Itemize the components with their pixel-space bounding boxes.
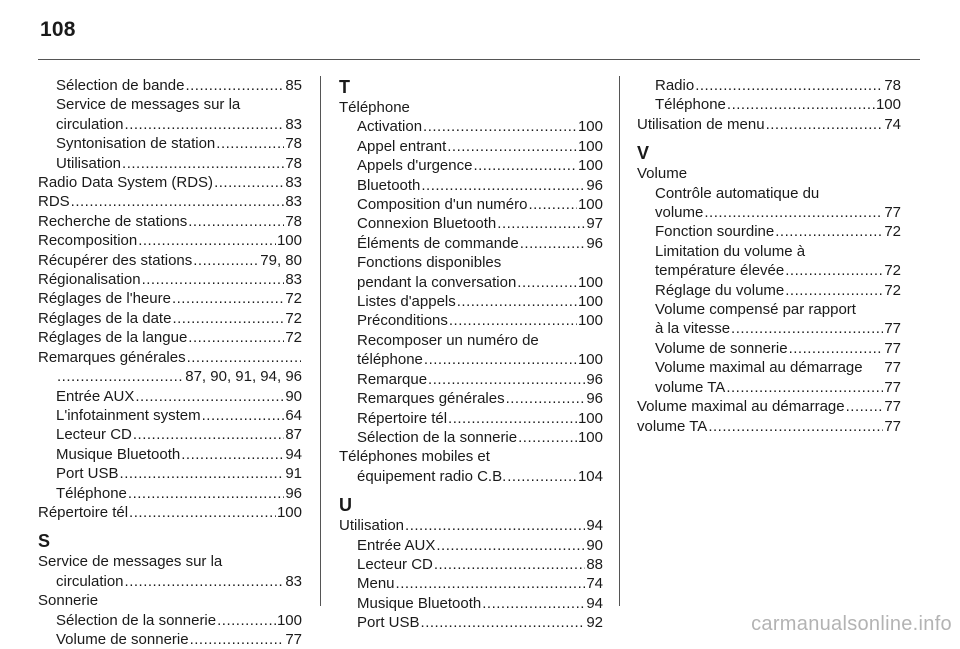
- entry-text: Réglages de la langue: [38, 329, 188, 347]
- page-reference: 100: [276, 232, 302, 250]
- entry-text: Recomposition: [38, 232, 138, 250]
- index-subentry: [38, 630, 302, 649]
- index-subentry: [339, 292, 603, 311]
- index-entry: [38, 212, 302, 231]
- page-reference: 87: [285, 426, 302, 444]
- page-reference: 72: [884, 223, 901, 241]
- dot-leader: [138, 231, 276, 250]
- dot-leader: [497, 214, 585, 233]
- index-subentry: [339, 117, 603, 136]
- index-entry: [38, 503, 302, 522]
- entry-text: L'infotainment system: [56, 406, 201, 424]
- dot-leader: [785, 281, 883, 300]
- page-reference: 77: [884, 204, 901, 222]
- index-letter-heading: V: [637, 143, 650, 164]
- entry-text: volume TA: [655, 378, 726, 396]
- page-reference: 77: [884, 398, 901, 416]
- index-subentry: [38, 611, 302, 630]
- page-reference: 100: [577, 428, 603, 446]
- dot-leader: [185, 76, 284, 95]
- index-subentry: [637, 281, 901, 300]
- index-entry: [38, 231, 302, 250]
- page-reference: 100: [577, 293, 603, 311]
- entry-text: Volume de sonnerie: [655, 339, 788, 357]
- page-reference: 64: [285, 406, 302, 424]
- index-letter-heading: T: [339, 77, 350, 97]
- page-reference: 90: [285, 387, 302, 405]
- entry-text: Syntonisation de station: [56, 135, 216, 153]
- dot-leader: [133, 425, 284, 444]
- page-reference: 100: [577, 157, 603, 175]
- index-subentry: [339, 389, 603, 408]
- dot-leader: [448, 409, 577, 428]
- dot-leader: [172, 309, 284, 328]
- dot-leader: [125, 115, 285, 134]
- page-reference: 96: [586, 390, 603, 408]
- column-divider: [320, 76, 321, 606]
- dot-leader: [482, 594, 585, 613]
- dot-leader: [520, 234, 586, 253]
- dot-leader: [507, 467, 577, 486]
- dot-leader: [726, 378, 883, 397]
- entry-text: Fonctions disponibles: [357, 254, 502, 272]
- page-reference: 78: [285, 212, 302, 230]
- index-subentry: [38, 154, 302, 173]
- entry-text: Contrôle automatique du: [655, 184, 820, 202]
- index-column-1: [38, 76, 302, 649]
- entry-text: équipement radio C.B.: [357, 467, 507, 485]
- entry-text: Volume maximal au démarrage: [637, 398, 845, 416]
- entry-text: Activation: [357, 118, 423, 136]
- entry-text: volume TA: [637, 417, 708, 435]
- index-subentry: [339, 574, 603, 593]
- page-reference: 74: [884, 115, 901, 133]
- page-reference: 72: [285, 309, 302, 327]
- dot-leader: [457, 292, 577, 311]
- dot-leader: [695, 76, 883, 95]
- index-subentry: [339, 156, 603, 175]
- dot-leader: [421, 613, 586, 632]
- entry-text: température élevée: [655, 262, 785, 280]
- index-entry: [637, 115, 901, 134]
- page-number: 108: [40, 18, 76, 41]
- entry-text: Éléments de commande: [357, 234, 519, 252]
- dot-leader: [122, 154, 284, 173]
- entry-text: circulation: [56, 115, 124, 133]
- index-entry: [339, 447, 603, 466]
- dot-leader: [396, 574, 586, 593]
- index-subentry: [38, 406, 302, 425]
- dot-leader: [216, 134, 284, 153]
- entry-text: Limitation du volume à: [655, 242, 806, 260]
- page-reference: 78: [884, 77, 901, 94]
- dot-leader: [436, 536, 585, 555]
- entry-text: Composition d'un numéro: [357, 196, 528, 214]
- entry-text: Volume: [637, 165, 688, 183]
- page-reference: 79, 80: [260, 251, 302, 269]
- entry-text: Préconditions: [357, 312, 448, 330]
- page-reference: 100: [577, 137, 603, 155]
- index-subentry: [339, 195, 603, 214]
- dot-leader: [217, 611, 276, 630]
- index-letter-heading: U: [339, 495, 352, 516]
- entry-text: Remarque: [357, 370, 428, 388]
- index-subentry: [637, 339, 901, 358]
- index-subentry: [637, 358, 901, 377]
- index-subentry: [339, 350, 603, 369]
- page-reference: 94: [285, 445, 302, 463]
- index-entry: [637, 164, 901, 183]
- page-reference: 91: [285, 465, 302, 483]
- page-reference: 72: [884, 262, 901, 280]
- index-entry: [38, 192, 302, 211]
- watermark-text: carmanualsonline.info: [751, 613, 952, 635]
- index-entry: [38, 309, 302, 328]
- index-subentry: [38, 464, 302, 483]
- dot-leader: [423, 117, 577, 136]
- page-reference: 72: [285, 329, 302, 347]
- column-divider: [619, 76, 620, 606]
- page-reference: 100: [577, 118, 603, 136]
- entry-text: Recomposer un numéro de: [357, 331, 539, 349]
- index-subentry: [38, 134, 302, 153]
- entry-text: Téléphone: [339, 99, 410, 116]
- entry-text: Remarques générales: [357, 390, 505, 408]
- dot-leader: [202, 406, 285, 425]
- dot-leader: [135, 387, 284, 406]
- page-reference: 77: [884, 339, 901, 357]
- dot-leader: [188, 328, 284, 347]
- entry-text: téléphone: [357, 351, 423, 369]
- entry-text: Radio Data System (RDS): [38, 174, 214, 192]
- entry-text: Service de messages sur la: [38, 553, 223, 571]
- index-subentry: [339, 214, 603, 233]
- dot-leader: [528, 195, 577, 214]
- dot-leader: [193, 251, 259, 270]
- page-reference: 100: [577, 196, 603, 214]
- index-entry: [38, 591, 302, 610]
- entry-text: Listes d'appels: [357, 293, 456, 311]
- entry-text: Récupérer des stations: [38, 251, 193, 269]
- entry-text: Radio: [655, 77, 695, 94]
- header-rule: [38, 59, 920, 60]
- dot-leader: [517, 273, 577, 292]
- index-subentry: [637, 222, 901, 241]
- entry-text: Volume compensé par rapport: [655, 301, 856, 319]
- entry-text: Répertoire tél: [38, 503, 129, 521]
- index-subentry: [38, 445, 302, 464]
- index-subentry: [38, 95, 302, 114]
- index-letter-heading: S: [38, 531, 51, 552]
- index-subentry: [339, 253, 603, 272]
- index-subentry: [637, 300, 901, 319]
- page-reference: 100: [577, 351, 603, 369]
- index-subentry: [339, 536, 603, 555]
- entry-text: Sonnerie: [38, 592, 99, 610]
- entry-text: Téléphones mobiles et: [339, 448, 490, 466]
- index-subentry: [339, 311, 603, 330]
- page-reference: 100: [577, 409, 603, 427]
- dot-leader: [785, 261, 883, 280]
- dot-leader: [727, 95, 875, 114]
- entry-text: Bluetooth: [357, 176, 421, 194]
- entry-text: Sélection de la sonnerie: [357, 428, 518, 446]
- page-reference: 78: [285, 135, 302, 153]
- dot-leader: [71, 192, 285, 211]
- entry-text: Lecteur CD: [357, 555, 433, 573]
- entry-text: Musique Bluetooth: [56, 445, 181, 463]
- page-reference: 100: [276, 611, 302, 629]
- index-subentry: [339, 555, 603, 574]
- dot-leader: [187, 348, 301, 367]
- entry-text: Recherche de stations: [38, 212, 188, 230]
- entry-text: Connexion Bluetooth: [357, 215, 497, 233]
- entry-text: Sélection de la sonnerie: [56, 611, 217, 629]
- page-reference: 77: [884, 359, 901, 377]
- entry-text: Volume de sonnerie: [56, 630, 189, 648]
- entry-text: Appel entrant: [357, 137, 447, 155]
- page-reference: 78: [285, 154, 302, 172]
- entry-text: Appels d'urgence: [357, 157, 473, 175]
- index-subentry: [339, 409, 603, 428]
- entry-text: volume: [655, 204, 704, 222]
- dot-leader: [125, 572, 285, 591]
- index-subentry: [38, 387, 302, 406]
- page-reference: 72: [285, 290, 302, 308]
- index-entry: [38, 270, 302, 289]
- page-reference: 96: [586, 176, 603, 194]
- page-reference: 88: [586, 555, 603, 573]
- page-reference: 97: [586, 215, 603, 233]
- entry-text: Service de messages sur la: [56, 96, 241, 114]
- entry-text: Utilisation de menu: [637, 115, 765, 133]
- dot-leader: [405, 516, 585, 535]
- entry-text: Téléphone: [56, 484, 127, 502]
- page-reference: 90: [586, 536, 603, 554]
- index-subentry: [637, 95, 901, 114]
- dot-leader: [424, 350, 577, 369]
- page-reference: 85: [285, 77, 302, 94]
- entry-text: Volume maximal au démarrage: [655, 359, 863, 377]
- index-subentry: [637, 319, 901, 338]
- index-entry: [339, 98, 603, 117]
- dot-leader: [142, 270, 285, 289]
- page-reference: 72: [884, 281, 901, 299]
- page-reference: 94: [586, 517, 603, 535]
- page-reference: 83: [285, 193, 302, 211]
- entry-text: Menu: [357, 575, 395, 593]
- dot-leader: [172, 289, 284, 308]
- entry-text: Lecteur CD: [56, 426, 132, 444]
- index-subentry: [637, 242, 901, 261]
- page-reference: 96: [285, 484, 302, 502]
- page-reference: 77: [884, 320, 901, 338]
- dot-leader: [506, 389, 586, 408]
- dot-leader: [775, 222, 883, 241]
- entry-text: Sélection de bande: [56, 77, 185, 94]
- dot-leader: [846, 397, 884, 416]
- index-subentry: [637, 261, 901, 280]
- entry-text: Réglage du volume: [655, 281, 785, 299]
- dot-leader: [434, 555, 585, 574]
- dot-leader: [708, 417, 883, 436]
- index-subentry: [339, 176, 603, 195]
- dot-leader: [518, 428, 577, 447]
- index-entry: [637, 397, 901, 416]
- page-reference: 92: [586, 614, 603, 632]
- entry-text: Téléphone: [655, 96, 726, 114]
- dot-leader: [766, 115, 884, 134]
- index-subentry: [38, 115, 302, 134]
- index-subentry: [339, 273, 603, 292]
- dot-leader: [57, 367, 184, 386]
- dot-leader: [190, 630, 285, 649]
- index-subentry: [637, 76, 901, 95]
- page-reference: 96: [586, 234, 603, 252]
- entry-text: Utilisation: [56, 154, 122, 172]
- index-subentry: [38, 484, 302, 503]
- entry-text: Utilisation: [339, 517, 405, 535]
- index-entry: [637, 417, 901, 436]
- index-column-3: [637, 76, 901, 436]
- index-subentry: [339, 428, 603, 447]
- dot-leader: [473, 156, 577, 175]
- page-reference: 96: [586, 370, 603, 388]
- index-subentry: [339, 234, 603, 253]
- dot-leader: [128, 484, 284, 503]
- entry-text: pendant la conversation: [357, 273, 517, 291]
- page-reference: 100: [875, 96, 901, 114]
- page-reference: 100: [577, 273, 603, 291]
- entry-text: Réglages de la date: [38, 309, 172, 327]
- page-reference: 83: [285, 115, 302, 133]
- index-entry: [38, 348, 302, 367]
- page-reference: 87, 90, 91, 94, 96: [185, 368, 302, 386]
- dot-leader: [731, 319, 883, 338]
- index-subentry: [339, 370, 603, 389]
- index-subentry: [637, 378, 901, 397]
- entry-text: à la vitesse: [655, 320, 731, 338]
- index-column-2: [339, 76, 603, 633]
- entry-text: Entrée AUX: [357, 536, 436, 554]
- dot-leader: [214, 173, 284, 192]
- index-entry: [339, 516, 603, 535]
- dot-leader: [789, 339, 884, 358]
- index-subentry: [637, 184, 901, 203]
- page-reference: 83: [285, 174, 302, 192]
- index-subentry: [339, 467, 603, 486]
- index-entry: [38, 289, 302, 308]
- page-reference: 77: [884, 417, 901, 435]
- index-entry: [38, 552, 302, 571]
- dot-leader: [428, 370, 585, 389]
- entry-text: Port USB: [357, 614, 420, 632]
- dot-leader: [447, 137, 577, 156]
- page-reference: 77: [285, 630, 302, 648]
- index-subentry: [339, 137, 603, 156]
- dot-leader: [421, 176, 585, 195]
- index-subentry: [339, 594, 603, 613]
- page-reference: 83: [285, 572, 302, 590]
- page-reference: 104: [577, 467, 603, 485]
- entry-text: circulation: [56, 572, 124, 590]
- entry-text: Fonction sourdine: [655, 223, 775, 241]
- entry-text: RDS: [38, 193, 70, 211]
- index-subentry: [38, 425, 302, 444]
- page-reference: 94: [586, 594, 603, 612]
- index-subentry: [637, 203, 901, 222]
- entry-text: Entrée AUX: [56, 387, 135, 405]
- entry-text: Régionalisation: [38, 271, 141, 289]
- page-reference: 100: [276, 503, 302, 521]
- index-subentry: [339, 331, 603, 350]
- entry-text: Remarques générales: [38, 348, 186, 366]
- page-reference: 100: [577, 312, 603, 330]
- dot-leader: [188, 212, 284, 231]
- index-entry: [38, 328, 302, 347]
- entry-text: Répertoire tél: [357, 409, 448, 427]
- page-reference: 83: [285, 271, 302, 289]
- dot-leader: [449, 311, 577, 330]
- index-subentry: [38, 367, 302, 386]
- entry-text: Réglages de l'heure: [38, 290, 171, 308]
- index-subentry: [339, 613, 603, 632]
- dot-leader: [181, 445, 284, 464]
- page-reference: 77: [884, 378, 901, 396]
- index-entry: [38, 173, 302, 192]
- entry-text: Musique Bluetooth: [357, 594, 482, 612]
- dot-leader: [120, 464, 285, 483]
- entry-text: Port USB: [56, 465, 119, 483]
- index-subentry: [38, 572, 302, 591]
- page-reference: 74: [586, 575, 603, 593]
- index-subentry: [38, 76, 302, 95]
- dot-leader: [129, 503, 276, 522]
- index-entry: [38, 251, 302, 270]
- dot-leader: [704, 203, 883, 222]
